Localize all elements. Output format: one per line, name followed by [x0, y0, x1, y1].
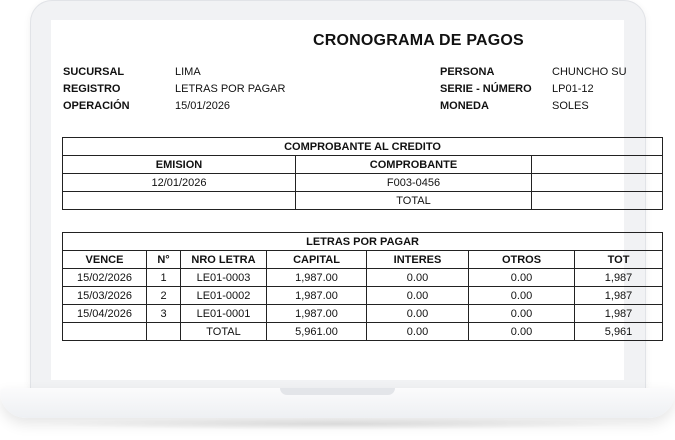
document-title: CRONOGRAMA DE PAGOS — [313, 32, 524, 49]
info-value: 15/01/2026 — [175, 100, 231, 112]
letras-header-capital: CAPITAL — [267, 251, 367, 269]
cell-total: 1,987 — [575, 287, 663, 305]
letras-header-interes: INTERES — [367, 251, 469, 269]
credito-emision: 12/01/2026 — [63, 174, 296, 192]
credito-title: COMPROBANTE AL CREDITO — [63, 138, 663, 156]
info-value: LETRAS POR PAGAR — [175, 83, 286, 95]
info-row-registro — [63, 81, 285, 98]
laptop-shadow — [40, 418, 635, 430]
letras-total-row — [63, 323, 663, 341]
credito-total-label: TOTAL — [296, 192, 532, 210]
credito-header-comprobante: COMPROBANTE — [296, 156, 532, 174]
cell-capital: 1,987.00 — [267, 305, 367, 323]
letras-total-tot: 5,961 — [575, 323, 663, 341]
letras-total-label: TOTAL — [181, 323, 267, 341]
screen — [51, 20, 633, 380]
info-label: SERIE - NÚMERO — [440, 83, 532, 95]
cell-otros: 0.00 — [469, 269, 575, 287]
letras-title: LETRAS POR PAGAR — [63, 233, 663, 251]
cell-vence: 15/03/2026 — [63, 287, 147, 305]
letras-total-capital: 5,961.00 — [267, 323, 367, 341]
table-row — [63, 269, 663, 287]
credito-header-emision: EMISION — [63, 156, 296, 174]
cell-total: 1,987 — [575, 269, 663, 287]
cell-nro-letra: LE01-0002 — [181, 287, 267, 305]
cell-otros: 0.00 — [469, 287, 575, 305]
info-value: LP01-12 — [552, 83, 594, 95]
info-label: REGISTRO — [63, 83, 121, 95]
credito-empty-cell — [532, 174, 663, 192]
letras-header-vence: VENCE — [63, 251, 147, 269]
info-value: CHUNCHO SU — [552, 66, 627, 78]
info-label: PERSONA — [440, 66, 495, 78]
laptop-notch — [280, 388, 395, 395]
cell-empty — [63, 323, 147, 341]
letras-header-numero: N° — [147, 251, 181, 269]
credito-row — [63, 174, 663, 192]
letras-table — [62, 232, 663, 341]
letras-header-otros: OTROS — [469, 251, 575, 269]
info-label: SUCURSAL — [63, 66, 125, 78]
info-row-moneda — [440, 98, 627, 115]
info-value: SOLES — [552, 100, 589, 112]
info-label: MONEDA — [440, 100, 489, 112]
table-row — [63, 287, 663, 305]
cell-nro-letra: LE01-0003 — [181, 269, 267, 287]
info-value: LIMA — [175, 66, 201, 78]
info-row-serie-numero — [440, 81, 627, 98]
cell-nro-letra: LE01-0001 — [181, 305, 267, 323]
cell-capital: 1,987.00 — [267, 269, 367, 287]
credito-header-empty — [532, 156, 663, 174]
credito-empty-cell — [63, 192, 296, 210]
info-row-sucursal — [63, 64, 285, 81]
letras-header-nro-letra: NRO LETRA — [181, 251, 267, 269]
table-row — [63, 305, 663, 323]
cell-numero: 2 — [147, 287, 181, 305]
info-row-operacion — [63, 98, 285, 115]
credito-comprobante: F003-0456 — [296, 174, 532, 192]
letras-total-interes: 0.00 — [367, 323, 469, 341]
cell-interes: 0.00 — [367, 269, 469, 287]
cell-empty — [147, 323, 181, 341]
info-left — [63, 64, 285, 115]
cell-vence: 15/04/2026 — [63, 305, 147, 323]
cell-numero: 1 — [147, 269, 181, 287]
cell-capital: 1,987.00 — [267, 287, 367, 305]
info-label: OPERACIÓN — [63, 100, 130, 112]
info-row-persona — [440, 64, 627, 81]
credito-table — [62, 137, 663, 210]
cell-numero: 3 — [147, 305, 181, 323]
credito-empty-cell — [532, 192, 663, 210]
credito-total-row — [63, 192, 663, 210]
info-right — [440, 64, 627, 115]
letras-header-total: TOT — [575, 251, 663, 269]
cell-otros: 0.00 — [469, 305, 575, 323]
cell-total: 1,987 — [575, 305, 663, 323]
cell-interes: 0.00 — [367, 287, 469, 305]
cell-interes: 0.00 — [367, 305, 469, 323]
cell-vence: 15/02/2026 — [63, 269, 147, 287]
letras-total-otros: 0.00 — [469, 323, 575, 341]
